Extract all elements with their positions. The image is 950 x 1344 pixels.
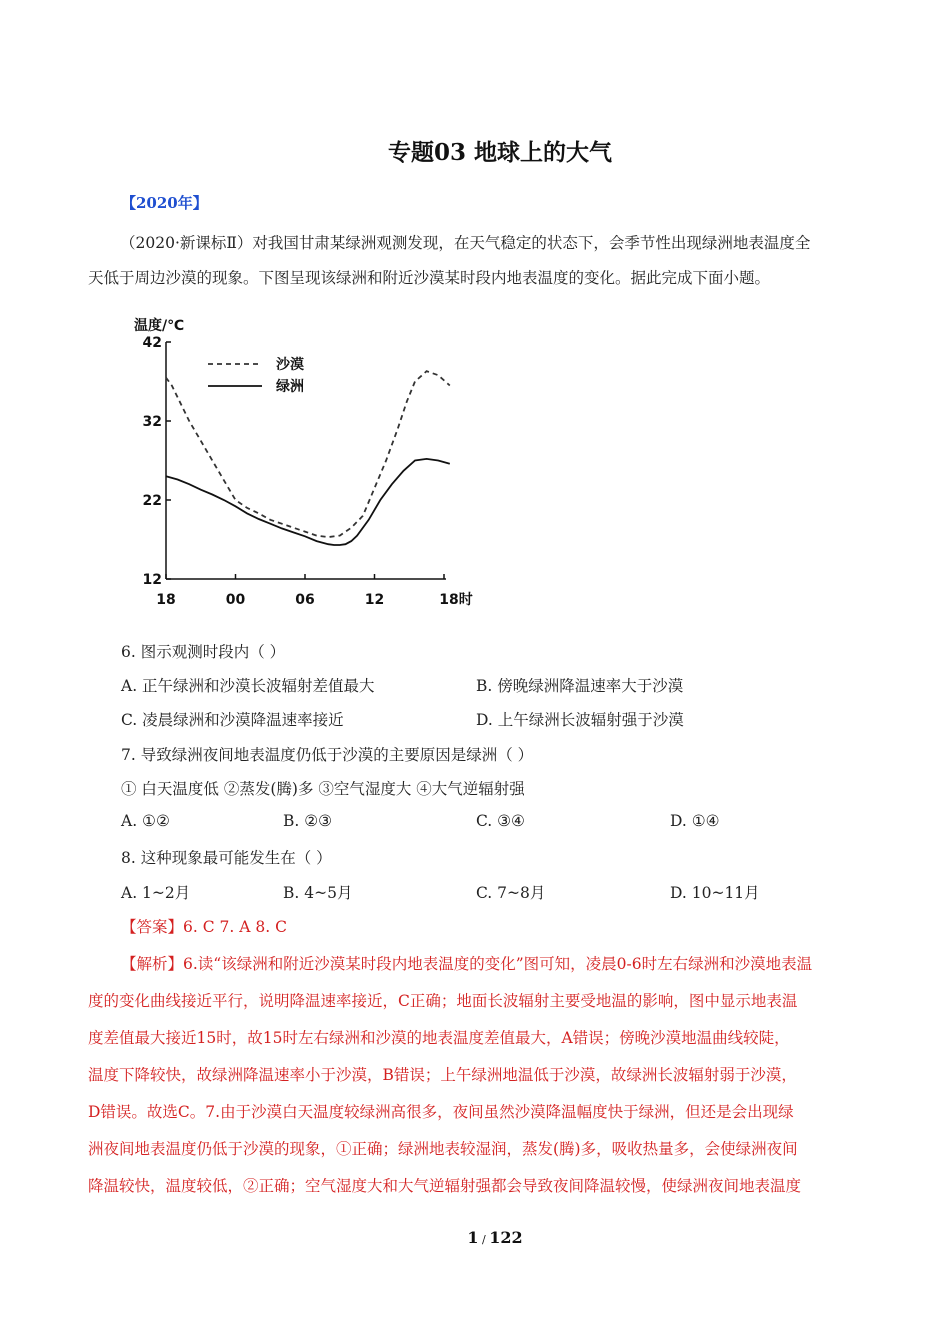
x-tick-label: 00 (225, 592, 246, 608)
year-tag: 【2020年】 (121, 194, 208, 212)
explanation-line: 洲夜间地表温度仍低于沙漠的现象，①正确；绿洲地表较湿润，蒸发(腾)多，吸收热量多，会使绿洲夜间 (88, 1140, 798, 1158)
y-tick-label: 32 (142, 414, 162, 430)
q7-options-list: ① 白天温度低 ②蒸发(腾)多 ③空气湿度大 ④大气逆辐射强 (121, 780, 525, 798)
q6-option-c: C. 凌晨绿洲和沙漠降温速率接近 (121, 711, 344, 729)
x-tick-label: 06 (295, 592, 315, 608)
q6-option-a: A. 正午绿洲和沙漠长波辐射差值最大 (121, 677, 375, 695)
q8-stem: 8. 这种现象最可能发生在（ ） (121, 849, 332, 867)
q7-option-d: D. ①④ (670, 812, 720, 830)
y-tick-label: 42 (142, 335, 162, 351)
legend-desert-label: 沙漠 (276, 357, 304, 373)
q8-option-a: A. 1~2月 (121, 884, 191, 902)
q8-option-b: B. 4~5月 (283, 884, 353, 902)
desert-series-line (166, 371, 450, 537)
answer-label: 【答案】 (121, 918, 184, 936)
page-separator: / (478, 1233, 490, 1246)
q7-option-c: C. ③④ (476, 812, 525, 830)
page-current: 1 (467, 1228, 479, 1247)
q6-stem: 6. 图示观测时段内（ ） (121, 643, 286, 661)
q8-option-c: C. 7~8月 (476, 884, 546, 902)
q7-option-a: A. ①② (121, 812, 170, 830)
temperature-chart (128, 312, 488, 612)
q7-option-b: B. ②③ (283, 812, 333, 830)
y-axis-label: 温度/℃ (134, 318, 185, 334)
answer-text: 6. C 7. A 8. C (183, 918, 287, 936)
page-number (0, 1228, 950, 1247)
page-total: 122 (489, 1228, 523, 1247)
intro-line-1: （2020·新课标Ⅱ）对我国甘肃某绿洲观测发现，在天气稳定的状态下，会季节性出现绿洲地表温度全 (120, 234, 811, 252)
page-title: 专题03 地球上的大气 (387, 139, 612, 166)
x-tick-label: 18 (156, 592, 176, 608)
explanation-line: 【解析】6.读“该绿洲和附近沙漠某时段内地表温度的变化”图可知，凌晨0-6时左右绿洲和沙漠地表温 (121, 955, 813, 973)
answer-line (121, 915, 287, 937)
legend-oasis-label: 绿洲 (276, 379, 304, 395)
x-tick-label: 12 (364, 592, 385, 608)
question-intro (88, 226, 868, 296)
explanation-line: 度差值最大接近15时，故15时左右绿洲和沙漠的地表温度差值最大，A错误；傍晚沙漠地温曲线较陡， (88, 1029, 790, 1047)
explanation (88, 946, 868, 1205)
explanation-label: 【解析】 (121, 955, 184, 973)
explanation-line: 度的变化曲线接近平行，说明降温速率接近，C正确；地面长波辐射主要受地温的影响，图中显示地表温 (88, 992, 798, 1010)
explanation-line: 降温较快，温度较低，②正确；空气湿度大和大气逆辐射强都会导致夜间降温较慢，使绿洲夜间地表温度 (88, 1177, 802, 1195)
q8-option-d: D. 10~11月 (670, 884, 760, 902)
q7-stem: 7. 导致绿洲夜间地表温度仍低于沙漠的主要原因是绿洲（ ） (121, 746, 534, 764)
y-tick-label: 22 (142, 493, 162, 509)
q6-option-b: B. 傍晚绿洲降温速率大于沙漠 (476, 677, 684, 695)
explanation-line: 温度下降较快，故绿洲降温速率小于沙漠，B错误；上午绿洲地温低于沙漠，故绿洲长波辐射弱于沙漠， (88, 1066, 797, 1084)
explanation-line: D错误。故选C。7.由于沙漠白天温度较绿洲高很多，夜间虽然沙漠降温幅度快于绿洲，但还是会出现绿 (88, 1103, 794, 1121)
y-tick-label: 12 (142, 572, 162, 588)
intro-line-2: 天低于周边沙漠的现象。下图呈现该绿洲和附近沙漠某时段内地表温度的变化。据此完成下面小题。 (88, 269, 771, 287)
x-tick-label: 18时 (439, 592, 473, 608)
q6-option-d: D. 上午绿洲长波辐射强于沙漠 (476, 711, 684, 729)
